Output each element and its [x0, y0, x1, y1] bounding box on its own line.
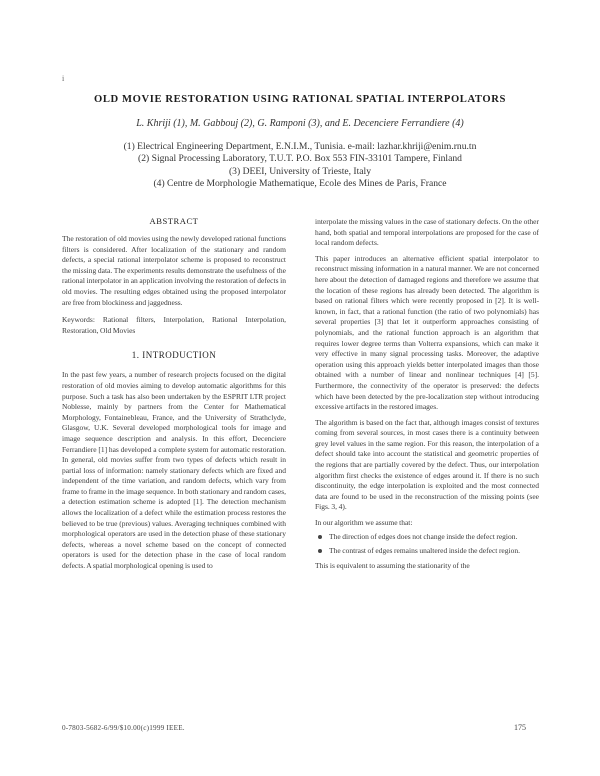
- list-item-text: The direction of edges does not change inside the defect region.: [329, 531, 518, 541]
- bullet-icon: [318, 549, 322, 553]
- body-paragraph: In our algorithm we assume that:: [315, 518, 413, 528]
- author-list: L. Khriji (1), M. Gabbouj (2), G. Ramponi (3), and E. Decenciere Ferrandiere (4): [136, 118, 464, 129]
- bullet-icon: [318, 535, 322, 539]
- affiliation-line: (2) Signal Processing Laboratory, T.U.T. P.O. Box 553 FIN-33101 Tampere, Finland: [138, 153, 462, 165]
- keywords-text: Keywords: Rational filters, Interpolation, Rational Interpolation, Restoration, Old Movies: [62, 315, 286, 335]
- body-paragraph: This is equivalent to assuming the stationarity of the: [315, 560, 470, 570]
- left-column: [62, 216, 286, 572]
- abstract-text: The restoration of old movies using the newly developed rational functions filters is considered. After localization of the stationary and random defects, a special rational interpolator scheme is proposed to reconstruct the missing data. The experiments results demonstrate the usefulness of the rational interpolator in an application involving the restoration of defects in old movies. The resulting edges obtained using the proposed interpolator are free from blockiness and jaggedness.: [62, 234, 286, 307]
- body-paragraph: interpolate the missing values in the case of stationary defects. On the other hand, both spatial and temporal interpolations are proposed for the case of local random defects.: [315, 217, 539, 248]
- list-item: [315, 532, 539, 543]
- paper-title: OLD MOVIE RESTORATION USING RATIONAL SPATIAL INTERPOLATORS: [94, 94, 506, 105]
- introduction-text: In the past few years, a number of research projects focused on the digital restoration of old movies aiming to develop automatic algorithms for this purpose. Such a task has also been undertaken by the ESPRIT LTR project Noblesse, mainly by partners from the Center for Mathematical Morphology, Fontainebleau, France, and the University of Strathclyde, Glasgow, U.K. Several developed morphological tools for image and image sequence description and analysis. In this effort, Decenciere Ferrandiere [1] has developed a complete system for automatic restoration. In general, old movies suffer from two types of defects which result in partial loss of information: namely stationary defects which are fixed and independent of the time variation, and random defects, which vary from frame to frame in the image sequence. In both stationary and random cases, a detection estimation scheme is adopted [1]. The detection mechanism allows the localization of a defect while the estimation process restores the believed to be true (previous) values. Averaging techniques combined with morphological operators are used in the detection phase of these stationary defects, whereas a novel scheme based on the concept of connected operators is used for the detection phase in the case of local random defects. A spatial morphological opening is used to: [62, 370, 286, 571]
- list-item-text: The contrast of edges remains unaltered inside the defect region.: [329, 546, 520, 556]
- affiliation-line: (4) Centre de Morphologie Mathematique, Ecole des Mines de Paris, France: [153, 178, 447, 190]
- assumption-list: [315, 532, 539, 557]
- top-margin-mark: i: [62, 74, 65, 83]
- affiliations: [0, 141, 600, 191]
- copyright-notice: 0-7803-5682-6/99/$10.00(c)1999 IEEE.: [62, 724, 185, 732]
- page-number: 175: [514, 723, 526, 732]
- affiliation-line: (3) DEEI, University of Trieste, Italy: [228, 165, 372, 177]
- introduction-heading: 1. INTRODUCTION: [131, 350, 217, 361]
- right-column: [315, 217, 539, 571]
- body-paragraph: The algorithm is based on the fact that, although images consist of textures coming from several sources, in most cases there is a continuity between grey level values in the same region. For this reason, the interpolation of a defect should take into account the statistical and geometric properties of the regions that are partially covered by the defect. Thus, our interpolation algorithm first checks the existence of edges around it. If there is no such discontinuity, the edge interpolation is exploited and the most connected data are found to be used in the reconstruction of the missing points (see Figs. 3, 4).: [315, 417, 539, 512]
- abstract-heading: ABSTRACT: [149, 216, 199, 226]
- affiliation-line: (1) Electrical Engineering Department, E.N.I.M., Tunisia. e-mail: lazhar.khriji@enim.rnu.tn: [123, 141, 477, 152]
- list-item: [315, 546, 539, 557]
- body-paragraph: This paper introduces an alternative efficient spatial interpolator to reconstruct missing information in a natural manner. We are not concerned here about the detection of damaged regions and therefore we assume that the location of these regions has already been detected. The algorithm is based on rational filters which were recently proposed in [2]. It is well-known, in fact, that a rational function (the ratio of two polynomials) has several properties [3] that let it outperform approaches consisting of polynomials, and the rational function approach is an algorithm that requires lower degree terms than Volterra expansions, which can make it very effective in many signal processing tasks. Moreover, the adaptive operation using this approach yields better interpolated images than those obtained with a number of linear and nonlinear techniques [4] [5]. Furthermore, the connectivity of the operator is preserved: the defects which have been detected by the pre-localization step without introducing excessive artifacts in the restored images.: [315, 253, 539, 412]
